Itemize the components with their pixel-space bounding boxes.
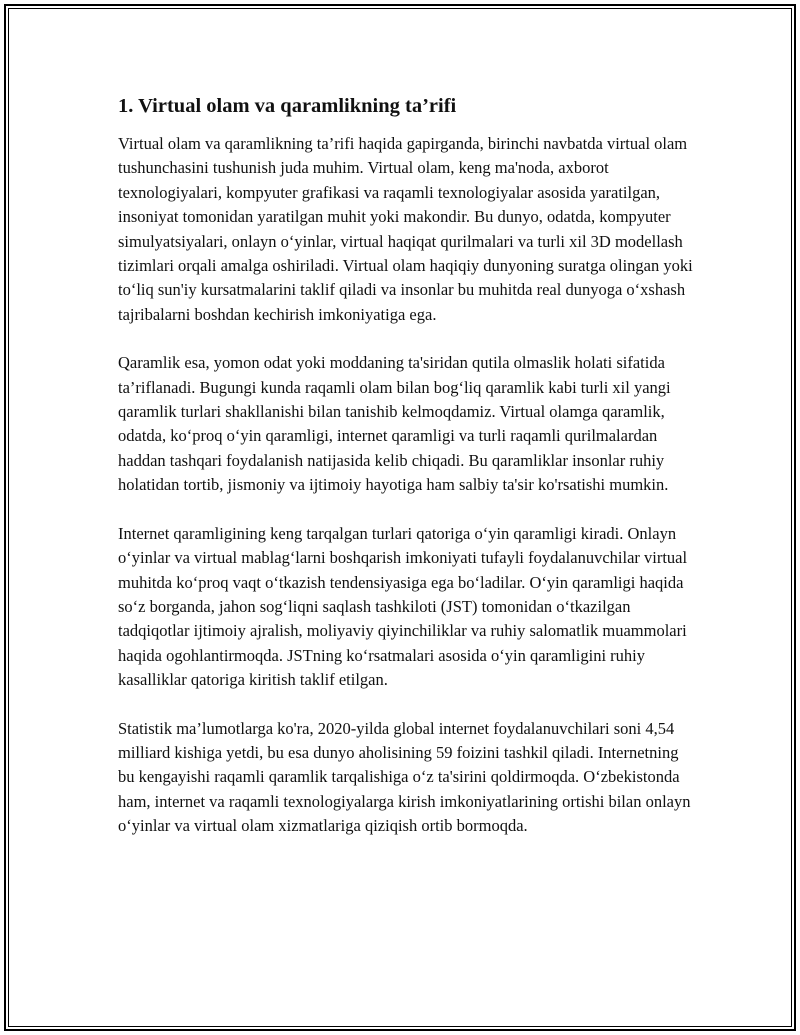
paragraph-addiction-definition: Qaramlik esa, yomon odat yoki moddaning ta'siridan qutila olmaslik holati sifatida ta’riflanadi. Bugungi kunda raqamli olam bilan bog‘liq qaramlik kabi turli xil yangi qaramlik turlari shakllanishi bilan tanishib kelmoqdamiz. Virtual olamga qaramlik, odatda, ko‘proq o‘yin qaramligi, internet qaramligi va turli raqamli qurilmalardan haddan tashqari foydalanish natijasida kelib chiqadi. Bu qaramliklar insonlar ruhiy holatidan tortib, jismoniy va ijtimoiy hayotiga ham salbiy ta'sir ko'rsatishi mumkin.: [118, 353, 671, 495]
document-body: [118, 92, 693, 863]
paragraph-statistics: Statistik ma’lumotlarga ko'ra, 2020-yilda global internet foydalanuvchilari soni 4,54 milliard kishiga yetdi, bu esa dunyo aholisining 59 foizini tashkil qiladi. Internetning bu kengayishi raqamli qaramlik tarqalishiga o‘z ta'sirini qoldirmoqda. O‘zbekistonda ham, internet va raqamli texnologiyalarga kirish imkoniyatlarining ortishi bilan onlayn o‘yinlar va virtual olam xizmatlariga qiziqish ortib bormoqda.: [118, 718, 691, 836]
paragraph-gaming-addiction: Internet qaramligining keng tarqalgan turlari qatoriga o‘yin qaramligi kiradi. Onlayn o‘yinlar va virtual mablag‘larni boshqarish imkoniyati tufayli foydalanuvchilar virtual muhitda ko‘proq vaqt o‘tkazish tendensiyasiga ega bo‘ladilar. O‘yin qaramligi haqida so‘z borganda, jahon sog‘liqni saqlash tashkiloti (JST) tomonidan o‘tkazilgan tadqiqotlar ijtimoiy ajralish, moliyaviy qiyinchiliklar va ruhiy salomatlik muammolari haqida ogohlantirmoqda. JSTning ko‘rsatmalari asosida o‘yin qaramligini ruhiy kasalliklar qatoriga kiritish taklif etilgan.: [118, 523, 688, 690]
section-heading: 1. Virtual olam va qaramlikning ta’rifi: [118, 95, 457, 117]
paragraph-virtual-world-definition: Virtual olam va qaramlikning ta’rifi haqida gapirganda, birinchi navbatda virtual olam tushunchasini tushunish juda muhim. Virtual olam, keng ma'noda, axborot texnologiyalari, kompyuter grafikasi va raqamli texnologiyalar asosida yaratilgan, insoniyat tomonidan yaratilgan muhit yoki makondir. Bu dunyo, odatda, kompyuter simulyatsiyalari, onlayn o‘yinlar, virtual haqiqat qurilmalari va turli xil 3D modellash tizimlari orqali amalga oshiriladi. Virtual olam haqiqiy dunyoning suratga olingan yoki to‘liq sun'iy kursatmalarini taklif qiladi va insonlar bu muhitda real dunyoga o‘xshash tajribalarni boshdan kechirish imkoniyatiga ega.: [118, 134, 693, 324]
